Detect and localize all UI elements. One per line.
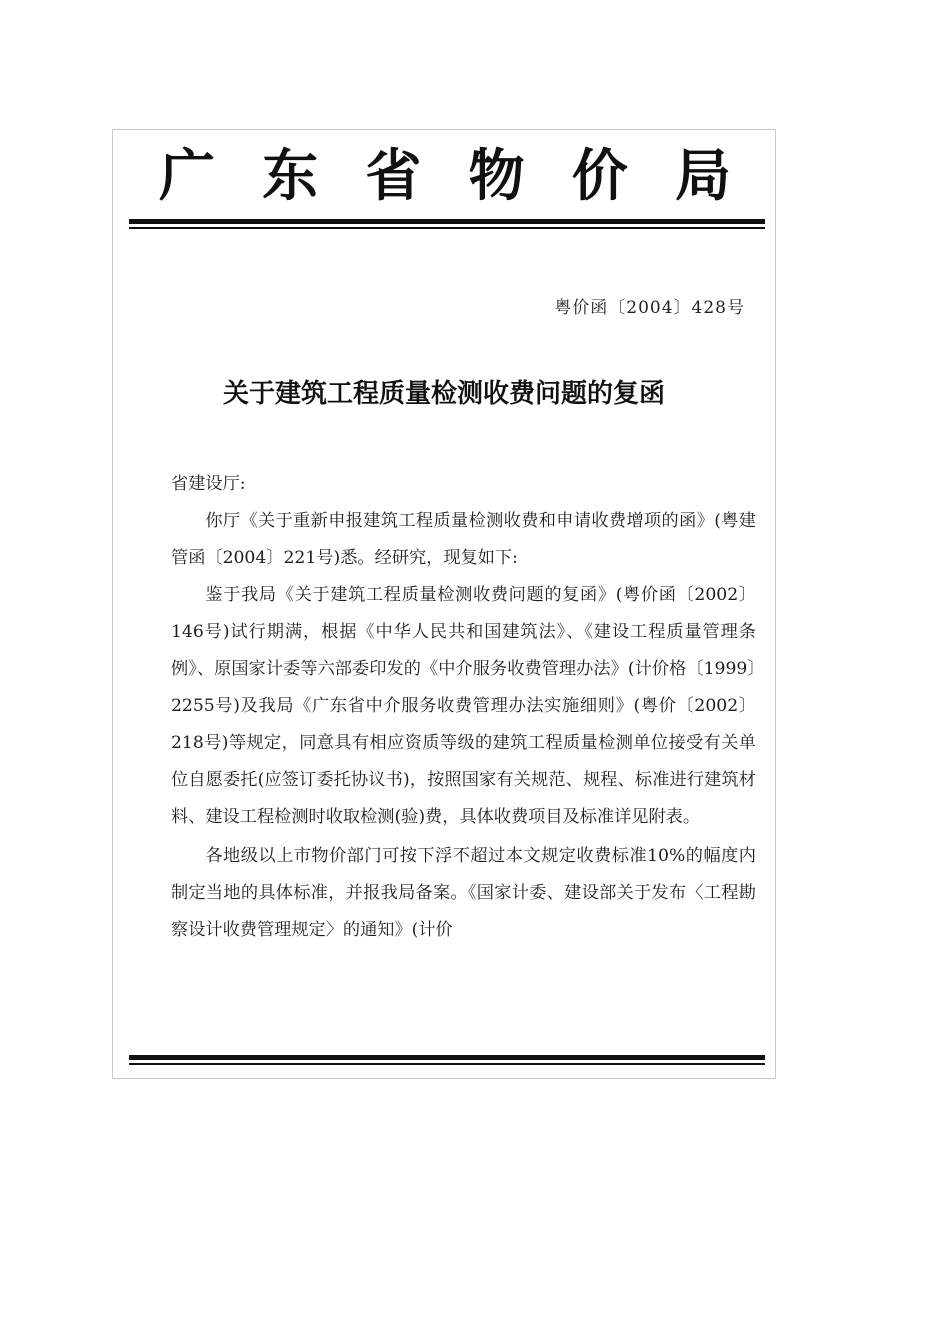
salutation: 省建设厅: bbox=[171, 474, 246, 494]
header-char: 省 bbox=[365, 144, 422, 209]
footer-rule-thin bbox=[129, 1063, 765, 1065]
header-char: 局 bbox=[674, 144, 731, 209]
document-page bbox=[112, 129, 776, 1079]
body-paragraph: 你厅《关于重新申报建筑工程质量检测收费和申请收费增项的函》(粤建管函〔2004〕221号)悉。经研究，现复如下: bbox=[171, 511, 756, 568]
header-rule-thick bbox=[129, 219, 765, 224]
header-rule-thin bbox=[129, 227, 765, 229]
body-paragraph: 鉴于我局《关于建筑工程质量检测收费问题的复函》(粤价函〔2002〕146号)试行期满，根据《中华人民共和国建筑法》、《建设工程质量管理条例》、原国家计委等六部委印发的《中介服务收费管理办法》(计价格〔1999〕2255号)及我局《广东省中介服务收费管理办法实施细则》(粤价〔2002〕218号)等规定，同意具有相应资质等级的建筑工程质量检测单位接受有关单位自愿委托(应签订委托协议书)，按照国家有关规范、规程、标准进行建筑材料、建设工程检测时收取检测(验)费，具体收费项目及标准详见附表。 bbox=[171, 585, 756, 827]
issuing-authority-header bbox=[113, 144, 775, 209]
header-char: 物 bbox=[468, 144, 525, 209]
footer-rule-thick bbox=[129, 1055, 765, 1060]
header-char: 东 bbox=[262, 144, 319, 209]
header-char: 广 bbox=[159, 144, 215, 209]
header-char: 价 bbox=[571, 144, 628, 209]
document-title: 关于建筑工程质量检测收费问题的复函 bbox=[222, 379, 665, 409]
body-paragraph: 各地级以上市物价部门可按下浮不超过本文规定收费标准10%的幅度内制定当地的具体标准，并报我局备案。《国家计委、建设部关于发布〈工程勘察设计收费管理规定〉的通知》(计价 bbox=[171, 846, 756, 940]
document-number: 粤价函〔2004〕428号 bbox=[554, 298, 745, 318]
document-body bbox=[171, 466, 756, 949]
